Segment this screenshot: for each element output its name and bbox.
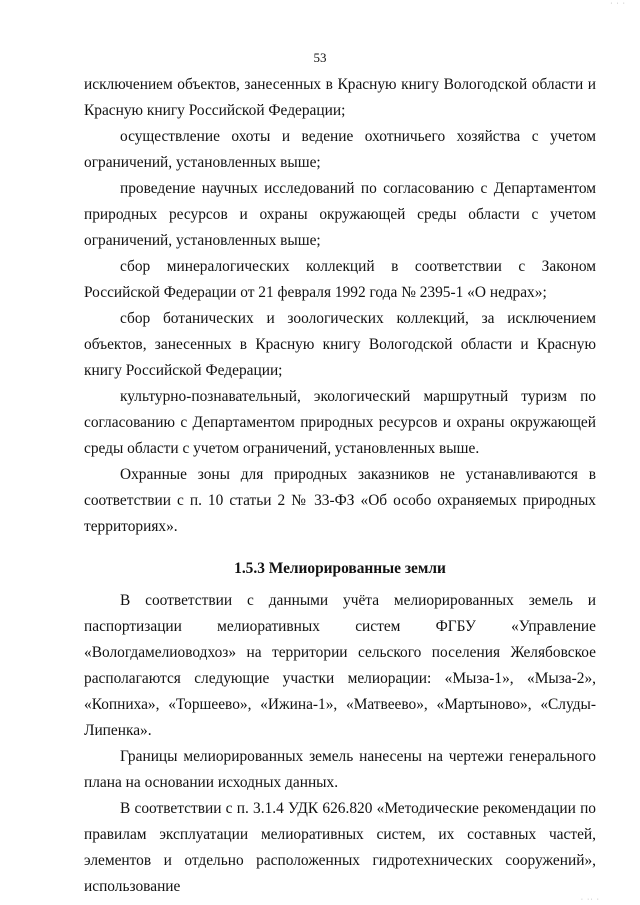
paragraph-boundaries: Границы мелиорированных земель нанесены на чертежи генерального плана на основании исходных данных. — [84, 748, 596, 791]
paragraph-guidelines: В соответствии с п. 3.1.4 УДК 626.820 «Методические рекомендации по правилам эксплуатации мелиоративных систем, их составных частей, элементов и отдельно расположенных гидротехнических сооружений», использование — [84, 800, 596, 895]
scan-mark-top: · · · — [610, 0, 626, 7]
section-heading: 1.5.3 Мелиорированные земли — [234, 560, 446, 577]
paragraph-research: проведение научных исследований по согласованию с Департаментом природных ресурсов и охраны окружающей среды области с учетом ограничений, установленных выше; — [84, 180, 596, 249]
paragraph-continuation: исключением объектов, занесенных в Красную книгу Вологодской области и Красную книгу Российской Федерации; — [84, 76, 596, 119]
paragraph-mineral-collections: сбор минералогических коллекций в соответствии с Законом Российской Федерации от 21 февраля 1992 года № 2395-1 «О недрах»; — [84, 258, 596, 301]
paragraph-melioration-data: В соответствии с данными учёта мелиорированных земель и паспортизации мелиоративных систем ФГБУ «Управление «Вологдамелиоводхоз» на территории сельского поселения Желябовское располагаются следующие участки мелиорации: «Мыза-1», «Мыза-2», «Копниха», «Торшеево», «Ижина-1», «Матвеево», «Мартыново», «Слуды-Липенка». — [84, 592, 596, 739]
paragraph-botanical-collections: сбор ботанических и зоологических коллекций, за исключением объектов, занесенных в Красную книгу Вологодской области и Красную книгу Российской Федерации; — [84, 310, 596, 379]
paragraph-tourism: культурно-познавательный, экологический маршрутный туризм по согласованию с Департаментом природных ресурсов и охраны окружающей среды области с учетом ограничений, установленных выше. — [84, 388, 596, 457]
scan-mark-bottom: · ·· · — [580, 896, 600, 903]
paragraph-protection-zones: Охранные зоны для природных заказников не устанавливаются в соответствии с п. 10 статьи 2 № 33-ФЗ «Об особо охраняемых природных территориях». — [84, 466, 596, 535]
paragraph-hunting: осуществление охоты и ведение охотничьего хозяйства с учетом ограничений, установленных выше; — [84, 128, 596, 171]
page-number: 53 — [313, 50, 327, 65]
page-body — [84, 72, 596, 900]
